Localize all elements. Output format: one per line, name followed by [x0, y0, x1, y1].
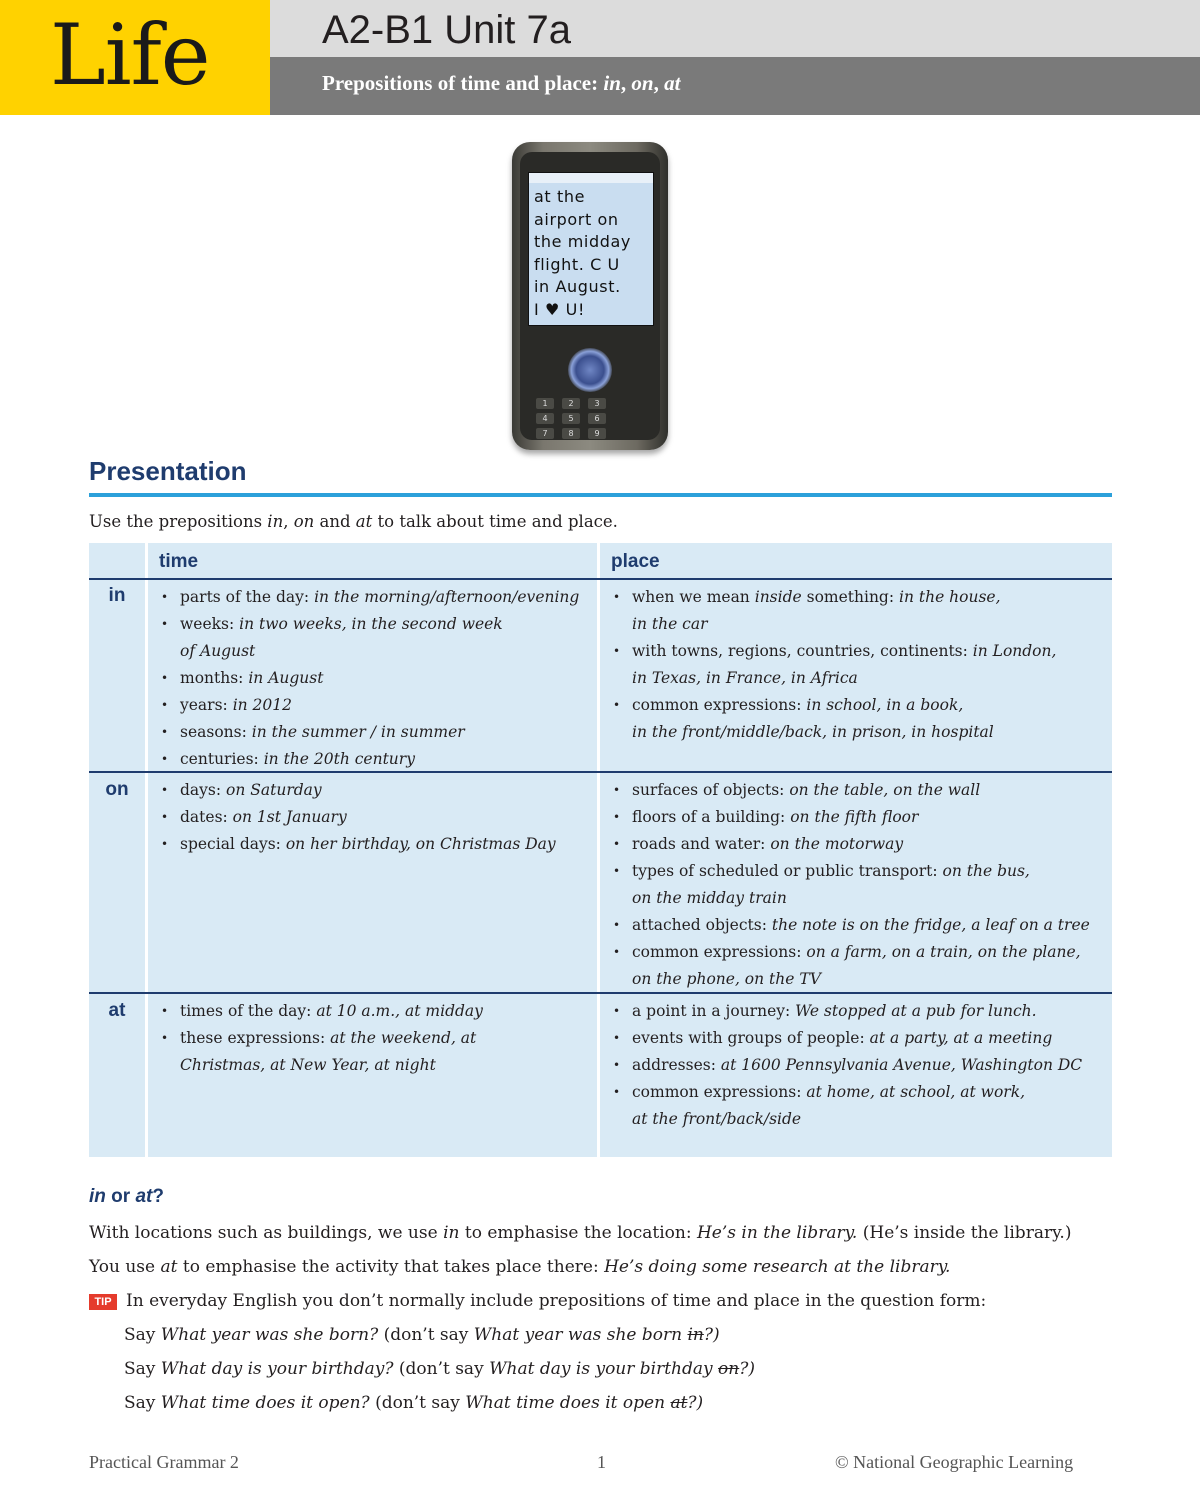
- phone-navigation-pad: [568, 348, 612, 392]
- at-place-list: [612, 998, 1107, 1133]
- column-divider: [145, 543, 148, 1157]
- logo: Life: [50, 6, 210, 104]
- list-item: • times of the day: at 10 a.m., at midday: [160, 998, 590, 1025]
- intro-text: Use the prepositions in, on and at to talk about time and place.: [89, 512, 618, 531]
- page-number: 1: [597, 1452, 606, 1472]
- list-item: • roads and water: on the motorway: [612, 831, 1107, 858]
- column-header-place: place: [611, 551, 660, 572]
- list-item: • centuries: in the 20th century: [160, 746, 590, 773]
- in-place-list: [612, 584, 1107, 746]
- list-item: • a point in a journey: We stopped at a pub for lunch.: [612, 998, 1107, 1025]
- example-line: Say What day is your birthday? (don’t say What day is your birthday on?): [124, 1359, 755, 1379]
- list-item: • addresses: at 1600 Pennsylvania Avenue, Washington DC: [612, 1052, 1107, 1079]
- list-item: • floors of a building: on the fifth floor: [612, 804, 1107, 831]
- section-title-presentation: Presentation: [89, 456, 247, 486]
- in-or-at-heading: in or at?: [89, 1186, 164, 1207]
- list-item: • months: in August: [160, 665, 590, 692]
- row-label-on: on: [105, 779, 129, 800]
- copyright: © National Geographic Learning: [835, 1452, 1074, 1472]
- list-item: • attached objects: the note is on the fridge, a leaf on a tree: [612, 912, 1107, 939]
- grammar-table: [89, 543, 1112, 1157]
- tip-badge: TIP: [89, 1294, 117, 1310]
- page-title: A2-B1 Unit 7a: [322, 8, 572, 52]
- list-item: • weeks: in two weeks, in the second week of August: [160, 611, 590, 665]
- list-item: • seasons: in the summer / in summer: [160, 719, 590, 746]
- list-item: • common expressions: at home, at school, at work, at the front/back/side: [612, 1079, 1107, 1133]
- list-item: • these expressions: at the weekend, at Christmas, at New Year, at night: [160, 1025, 590, 1079]
- text-message: at the airport on the midday flight. C U in August. I ♥ U!: [534, 187, 631, 319]
- list-item: • events with groups of people: at a party, at a meeting: [612, 1025, 1107, 1052]
- tip-text: In everyday English you don’t normally include prepositions of time and place in the question form:: [126, 1291, 987, 1311]
- header-rule: [89, 578, 1112, 580]
- example-line: Say What year was she born? (don’t say What year was she born in?): [124, 1325, 720, 1345]
- list-item: • common expressions: on a farm, on a train, on the plane, on the phone, on the TV: [612, 939, 1107, 993]
- logo-block: [0, 0, 270, 115]
- row-label-at: at: [108, 1000, 126, 1021]
- list-item: • parts of the day: in the morning/afternoon/evening: [160, 584, 590, 611]
- header-title-bar: [270, 0, 1200, 57]
- phone-status-bar: [529, 173, 653, 183]
- on-place-list: [612, 777, 1107, 993]
- list-item: • years: in 2012: [160, 692, 590, 719]
- phone-screen: [528, 172, 654, 326]
- list-item: • surfaces of objects: on the table, on the wall: [612, 777, 1107, 804]
- list-item: • types of scheduled or public transport: on the bus, on the midday train: [612, 858, 1107, 912]
- row-label-in: in: [108, 585, 126, 606]
- list-item: • with towns, regions, countries, continents: in London, in Texas, in France, in Africa: [612, 638, 1107, 692]
- column-header-time: time: [159, 551, 199, 572]
- explanation-line-1: With locations such as buildings, we use in to emphasise the location: He’s in the library. (He’s inside the library.): [89, 1223, 1072, 1243]
- header-subtitle-bar: [270, 57, 1200, 115]
- example-line: Say What time does it open? (don’t say What time does it open at?): [124, 1393, 704, 1413]
- column-divider: [597, 543, 600, 1157]
- page-subtitle: Prepositions of time and place: in, on, at: [322, 71, 681, 95]
- mobile-phone-illustration: [512, 142, 668, 450]
- section-divider: [89, 493, 1112, 497]
- list-item: • dates: on 1st January: [160, 804, 590, 831]
- at-time-list: [160, 998, 590, 1079]
- explanation-line-2: You use at to emphasise the activity that takes place there: He’s doing some research at the library.: [89, 1257, 951, 1277]
- list-item: • days: on Saturday: [160, 777, 590, 804]
- list-item: • common expressions: in school, in a book, in the front/middle/back, in prison, in hospital: [612, 692, 1107, 746]
- footer-book-title: Practical Grammar 2: [89, 1452, 239, 1472]
- list-item: • when we mean inside something: in the house, in the car: [612, 584, 1107, 638]
- in-time-list: [160, 584, 590, 773]
- on-time-list: [160, 777, 590, 858]
- phone-keypad: 1 2 3 4 5 6 7 8 9: [528, 398, 650, 442]
- list-item: • special days: on her birthday, on Christmas Day: [160, 831, 590, 858]
